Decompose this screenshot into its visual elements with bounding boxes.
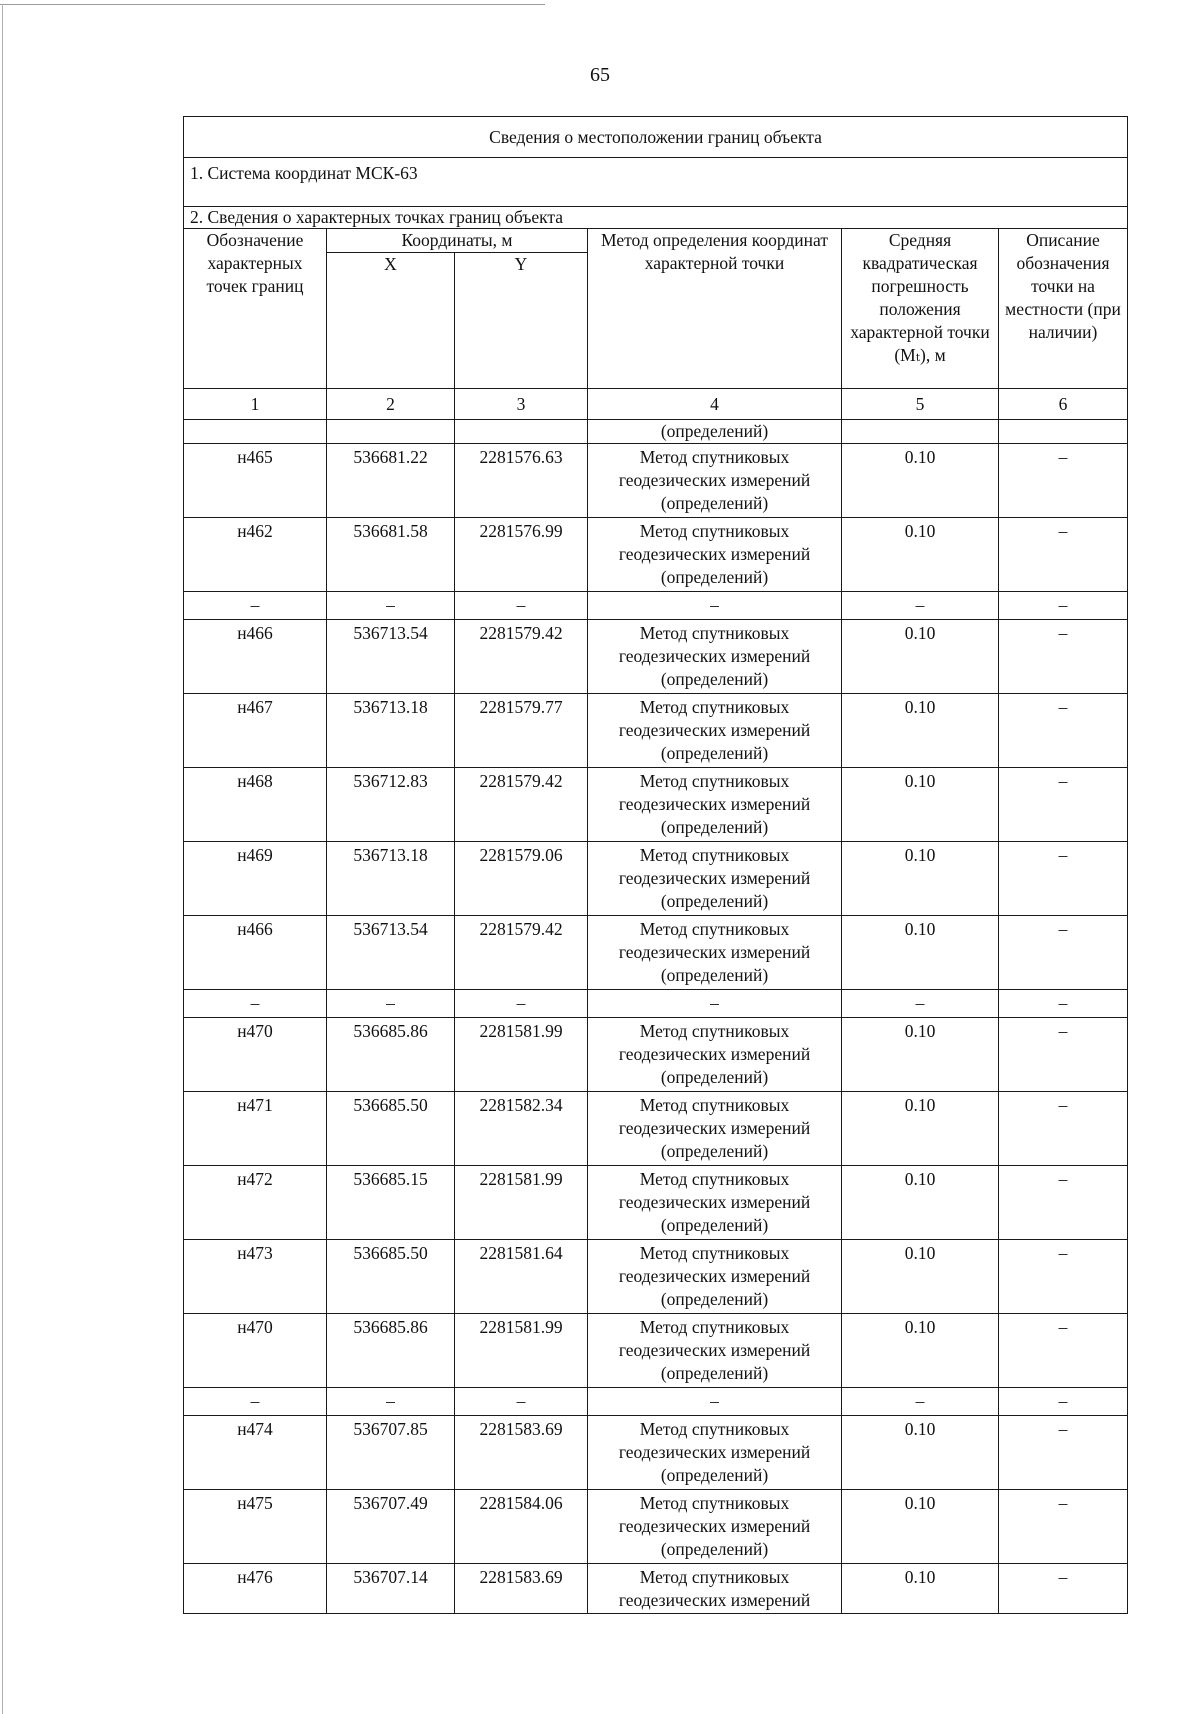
continuation-row: [184, 420, 1128, 444]
description-cell: –: [999, 842, 1128, 916]
description-cell: –: [999, 1416, 1128, 1490]
table-title: Сведения о местоположении границ объекта: [184, 117, 1128, 158]
point-cell: н462: [184, 518, 327, 592]
error-cell: 0.10: [842, 1166, 999, 1240]
error-cell: –: [842, 990, 999, 1018]
table-row: [184, 916, 1128, 990]
x-cell: 536685.50: [327, 1240, 455, 1314]
scan-top-rule: [0, 4, 545, 5]
table-row: [184, 694, 1128, 768]
empty-cell: [999, 420, 1128, 444]
y-cell: 2281584.06: [455, 1490, 588, 1564]
table-row: [184, 1092, 1128, 1166]
method-cell: Метод спутниковых геодезических измерений (определений): [588, 1240, 842, 1314]
y-cell: –: [455, 1388, 588, 1416]
y-cell: –: [455, 592, 588, 620]
point-cell: –: [184, 1388, 327, 1416]
point-cell: н475: [184, 1490, 327, 1564]
x-cell: –: [327, 1388, 455, 1416]
point-cell: н465: [184, 444, 327, 518]
y-cell: 2281579.42: [455, 620, 588, 694]
description-cell: –: [999, 1564, 1128, 1614]
point-cell: –: [184, 990, 327, 1018]
error-cell: 0.10: [842, 1416, 999, 1490]
point-cell: н469: [184, 842, 327, 916]
column-number: 4: [588, 389, 842, 420]
x-cell: 536685.86: [327, 1314, 455, 1388]
y-cell: 2281582.34: [455, 1092, 588, 1166]
method-cell: Метод спутниковых геодезических измерений (определений): [588, 518, 842, 592]
point-cell: н468: [184, 768, 327, 842]
header-method: Метод определения координат характерной точки: [588, 229, 842, 389]
error-cell: 0.10: [842, 1092, 999, 1166]
x-cell: 536681.22: [327, 444, 455, 518]
section-title: 2. Сведения о характерных точках границ объекта: [184, 207, 1128, 229]
header-description: Описание обозначения точки на местности (при наличии): [999, 229, 1128, 389]
header-point: Обозначение характерных точек границ: [184, 229, 327, 389]
y-cell: 2281576.63: [455, 444, 588, 518]
table-row: [184, 518, 1128, 592]
header-x: X: [327, 253, 455, 389]
table-row: [184, 1166, 1128, 1240]
column-number: 6: [999, 389, 1128, 420]
description-cell: –: [999, 1314, 1128, 1388]
separator-row: [184, 592, 1128, 620]
column-numbers-row: [184, 389, 1128, 420]
table-row: [184, 1416, 1128, 1490]
y-cell: 2281579.06: [455, 842, 588, 916]
table-body: [184, 117, 1128, 1614]
y-cell: 2281581.99: [455, 1314, 588, 1388]
boundary-points-table: [183, 116, 1128, 1614]
x-cell: –: [327, 592, 455, 620]
method-cell: Метод спутниковых геодезических измерений (определений): [588, 1092, 842, 1166]
section-title-row: [184, 207, 1128, 229]
y-cell: 2281581.99: [455, 1018, 588, 1092]
table-row: [184, 1564, 1128, 1614]
point-cell: н470: [184, 1018, 327, 1092]
error-cell: 0.10: [842, 842, 999, 916]
description-cell: –: [999, 694, 1128, 768]
empty-cell: [842, 420, 999, 444]
x-cell: 536713.18: [327, 842, 455, 916]
error-cell: –: [842, 592, 999, 620]
point-cell: н470: [184, 1314, 327, 1388]
table-row: [184, 444, 1128, 518]
separator-row: [184, 990, 1128, 1018]
coordinate-system: 1. Система координат МСК-63: [184, 158, 1128, 207]
column-number: 1: [184, 389, 327, 420]
y-cell: 2281581.99: [455, 1166, 588, 1240]
continuation-text: (определений): [588, 420, 842, 444]
error-cell: 0.10: [842, 916, 999, 990]
method-cell: –: [588, 1388, 842, 1416]
empty-cell: [184, 420, 327, 444]
method-cell: –: [588, 592, 842, 620]
description-cell: –: [999, 1388, 1128, 1416]
method-cell: –: [588, 990, 842, 1018]
method-cell: Метод спутниковых геодезических измерений (определений): [588, 694, 842, 768]
error-cell: 0.10: [842, 620, 999, 694]
column-number: 5: [842, 389, 999, 420]
x-cell: 536713.18: [327, 694, 455, 768]
x-cell: –: [327, 990, 455, 1018]
description-cell: –: [999, 518, 1128, 592]
coordinate-system-row: [184, 158, 1128, 207]
x-cell: 536713.54: [327, 916, 455, 990]
error-cell: 0.10: [842, 1018, 999, 1092]
description-cell: –: [999, 1092, 1128, 1166]
y-cell: 2281579.42: [455, 916, 588, 990]
description-cell: –: [999, 1018, 1128, 1092]
point-cell: н474: [184, 1416, 327, 1490]
error-cell: 0.10: [842, 1564, 999, 1614]
x-cell: 536707.14: [327, 1564, 455, 1614]
description-cell: –: [999, 444, 1128, 518]
table-row: [184, 1240, 1128, 1314]
empty-cell: [455, 420, 588, 444]
empty-cell: [327, 420, 455, 444]
column-number: 3: [455, 389, 588, 420]
header-error: Средняя квадратическая погрешность положения характерной точки (Mₜ), м: [842, 229, 999, 389]
error-cell: 0.10: [842, 518, 999, 592]
x-cell: 536685.86: [327, 1018, 455, 1092]
header-coords: Координаты, м: [327, 229, 588, 253]
error-cell: –: [842, 1388, 999, 1416]
point-cell: н476: [184, 1564, 327, 1614]
y-cell: 2281579.77: [455, 694, 588, 768]
x-cell: 536681.58: [327, 518, 455, 592]
x-cell: 536707.85: [327, 1416, 455, 1490]
method-cell: Метод спутниковых геодезических измерений: [588, 1564, 842, 1614]
y-cell: 2281581.64: [455, 1240, 588, 1314]
description-cell: –: [999, 592, 1128, 620]
x-cell: 536713.54: [327, 620, 455, 694]
method-cell: Метод спутниковых геодезических измерений (определений): [588, 1314, 842, 1388]
header-row: [184, 229, 1128, 253]
scan-left-rule: [2, 4, 3, 1714]
x-cell: 536707.49: [327, 1490, 455, 1564]
method-cell: Метод спутниковых геодезических измерений (определений): [588, 1416, 842, 1490]
method-cell: Метод спутниковых геодезических измерений (определений): [588, 842, 842, 916]
error-cell: 0.10: [842, 444, 999, 518]
point-cell: н466: [184, 620, 327, 694]
method-cell: Метод спутниковых геодезических измерений (определений): [588, 768, 842, 842]
description-cell: –: [999, 768, 1128, 842]
point-cell: н473: [184, 1240, 327, 1314]
point-cell: н466: [184, 916, 327, 990]
description-cell: –: [999, 1240, 1128, 1314]
y-cell: –: [455, 990, 588, 1018]
method-cell: Метод спутниковых геодезических измерений (определений): [588, 916, 842, 990]
header-y: Y: [455, 253, 588, 389]
table-row: [184, 1314, 1128, 1388]
table-title-row: [184, 117, 1128, 158]
error-cell: 0.10: [842, 694, 999, 768]
error-cell: 0.10: [842, 1314, 999, 1388]
error-cell: 0.10: [842, 1490, 999, 1564]
point-cell: н471: [184, 1092, 327, 1166]
description-cell: –: [999, 916, 1128, 990]
method-cell: Метод спутниковых геодезических измерений (определений): [588, 1490, 842, 1564]
method-cell: Метод спутниковых геодезических измерений (определений): [588, 620, 842, 694]
y-cell: 2281576.99: [455, 518, 588, 592]
y-cell: 2281583.69: [455, 1416, 588, 1490]
point-cell: н467: [184, 694, 327, 768]
error-cell: 0.10: [842, 1240, 999, 1314]
separator-row: [184, 1388, 1128, 1416]
description-cell: –: [999, 1490, 1128, 1564]
y-cell: 2281583.69: [455, 1564, 588, 1614]
method-cell: Метод спутниковых геодезических измерений (определений): [588, 1166, 842, 1240]
y-cell: 2281579.42: [455, 768, 588, 842]
method-cell: Метод спутниковых геодезических измерений (определений): [588, 1018, 842, 1092]
column-number: 2: [327, 389, 455, 420]
x-cell: 536712.83: [327, 768, 455, 842]
table-row: [184, 768, 1128, 842]
method-cell: Метод спутниковых геодезических измерений (определений): [588, 444, 842, 518]
point-cell: –: [184, 592, 327, 620]
description-cell: –: [999, 620, 1128, 694]
table-row: [184, 620, 1128, 694]
error-cell: 0.10: [842, 768, 999, 842]
point-cell: н472: [184, 1166, 327, 1240]
table-row: [184, 1490, 1128, 1564]
x-cell: 536685.50: [327, 1092, 455, 1166]
x-cell: 536685.15: [327, 1166, 455, 1240]
page-number: 65: [590, 64, 610, 86]
table-row: [184, 1018, 1128, 1092]
description-cell: –: [999, 1166, 1128, 1240]
description-cell: –: [999, 990, 1128, 1018]
table-row: [184, 842, 1128, 916]
